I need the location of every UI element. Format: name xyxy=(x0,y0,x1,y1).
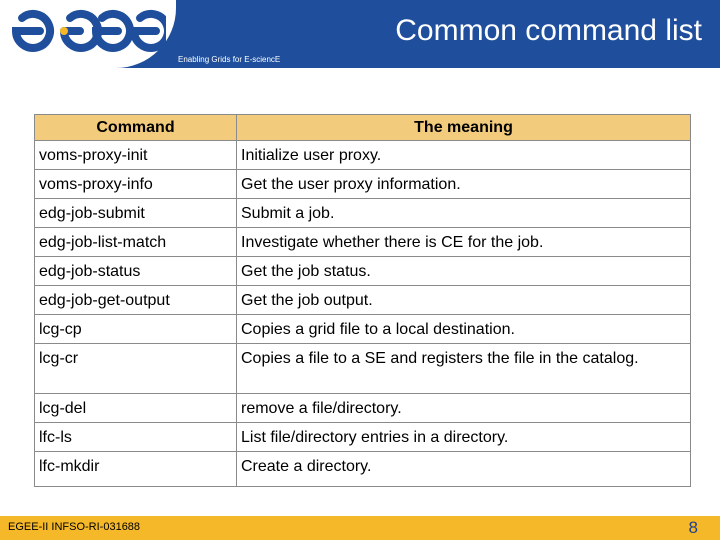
command-cell: voms-proxy-info xyxy=(35,170,237,199)
meaning-cell: Create a directory. xyxy=(237,452,691,487)
project-id: EGEE-II INFSO-RI-031688 xyxy=(8,521,141,533)
column-header-command: Command xyxy=(35,115,237,141)
command-table xyxy=(34,114,691,487)
table-row xyxy=(35,394,691,423)
meaning-cell: Investigate whether there is CE for the job. xyxy=(237,228,691,257)
table-row xyxy=(35,286,691,315)
meaning-cell: Copies a file to a SE and registers the file in the catalog. xyxy=(237,344,691,394)
table-row xyxy=(35,315,691,344)
footer-bar xyxy=(0,516,720,540)
meaning-cell: Get the user proxy information. xyxy=(237,170,691,199)
command-cell: edg-job-status xyxy=(35,257,237,286)
meaning-cell: Copies a grid file to a local destination. xyxy=(237,315,691,344)
command-cell: lcg-cp xyxy=(35,315,237,344)
table-row xyxy=(35,228,691,257)
table-row xyxy=(35,199,691,228)
table-row xyxy=(35,452,691,487)
command-cell: edg-job-list-match xyxy=(35,228,237,257)
egee-logo xyxy=(0,0,176,68)
command-cell: lcg-del xyxy=(35,394,237,423)
table-row xyxy=(35,344,691,394)
meaning-cell: Submit a job. xyxy=(237,199,691,228)
meaning-cell: remove a file/directory. xyxy=(237,394,691,423)
table-header-row xyxy=(35,115,691,141)
page-title: Common command list xyxy=(395,14,702,47)
meaning-cell: List file/directory entries in a directory. xyxy=(237,423,691,452)
meaning-cell: Get the job output. xyxy=(237,286,691,315)
header-bar xyxy=(0,0,720,68)
command-cell: lfc-mkdir xyxy=(35,452,237,487)
column-header-meaning: The meaning xyxy=(237,115,691,141)
meaning-cell: Initialize user proxy. xyxy=(237,141,691,170)
command-cell: lcg-cr xyxy=(35,344,237,394)
table-row xyxy=(35,257,691,286)
table-row xyxy=(35,423,691,452)
egee-logo-icon xyxy=(10,8,166,54)
table-row xyxy=(35,141,691,170)
command-cell: edg-job-get-output xyxy=(35,286,237,315)
command-cell: voms-proxy-init xyxy=(35,141,237,170)
table-row xyxy=(35,170,691,199)
page-number: 8 xyxy=(688,518,698,537)
command-cell: lfc-ls xyxy=(35,423,237,452)
meaning-cell: Get the job status. xyxy=(237,257,691,286)
tagline: Enabling Grids for E-sciencE xyxy=(178,55,281,64)
command-cell: edg-job-submit xyxy=(35,199,237,228)
